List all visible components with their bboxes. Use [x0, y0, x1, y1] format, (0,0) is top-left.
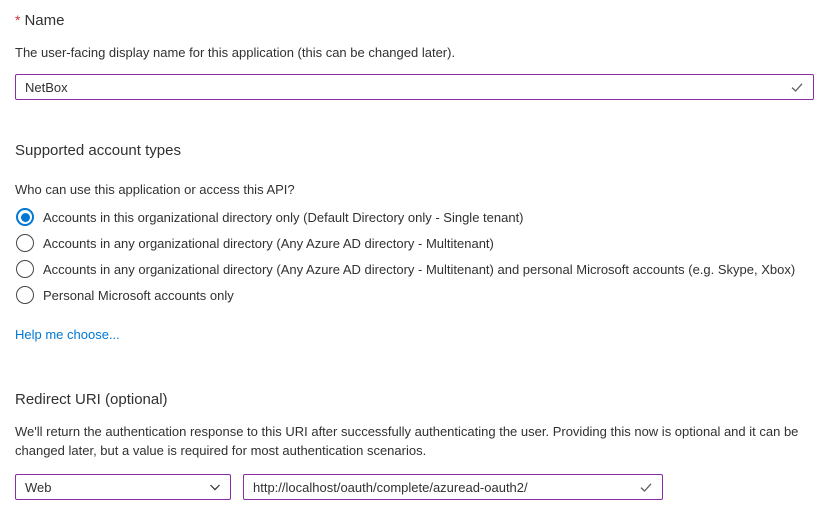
- radio-dot: [21, 213, 30, 222]
- valid-checkmark-icon: [789, 79, 813, 95]
- name-input-field: [15, 74, 814, 100]
- help-me-choose-link[interactable]: Help me choose...: [15, 327, 120, 342]
- platform-select-value: Web: [25, 479, 52, 495]
- radio-label: Accounts in any organizational directory (Any Azure AD directory - Multitenant): [43, 235, 494, 251]
- valid-checkmark-icon: [638, 479, 662, 495]
- radio-label: Accounts in this organizational directory only (Default Directory only - Single tenant): [43, 209, 524, 225]
- name-input[interactable]: [16, 75, 789, 99]
- redirect-uri-input[interactable]: [244, 475, 638, 499]
- chevron-down-icon: [208, 480, 222, 494]
- name-description: The user-facing display name for this application (this can be changed later).: [15, 45, 456, 60]
- radio-button-icon[interactable]: [16, 260, 34, 278]
- radio-button-icon[interactable]: [16, 234, 34, 252]
- name-label-text: Name: [24, 12, 65, 29]
- name-label: [15, 12, 64, 29]
- radio-button-icon[interactable]: [16, 208, 34, 226]
- redirect-uri-title: Redirect URI (optional): [15, 391, 168, 408]
- required-asterisk: *: [15, 12, 21, 28]
- radio-label: Personal Microsoft accounts only: [43, 287, 234, 303]
- platform-select[interactable]: [15, 474, 231, 500]
- account-type-option-multitenant-personal[interactable]: [15, 256, 795, 282]
- supported-account-types-title: Supported account types: [15, 142, 181, 159]
- redirect-uri-field: [243, 474, 663, 500]
- account-type-option-personal-only[interactable]: [15, 282, 795, 308]
- account-type-option-multitenant[interactable]: [15, 230, 795, 256]
- redirect-uri-description: We'll return the authentication response to this URI after successfully authenticating the user. Providing this now is optional and it can be changed later, but a value is required for most authentication scenarios.: [15, 424, 799, 458]
- account-type-radio-group: [15, 204, 795, 308]
- account-types-question: Who can use this application or access this API?: [15, 182, 295, 197]
- radio-button-icon[interactable]: [16, 286, 34, 304]
- radio-label: Accounts in any organizational directory (Any Azure AD directory - Multitenant) and personal Microsoft accounts (e.g. Skype, Xbox): [43, 261, 796, 277]
- account-type-option-single-tenant[interactable]: [15, 204, 795, 230]
